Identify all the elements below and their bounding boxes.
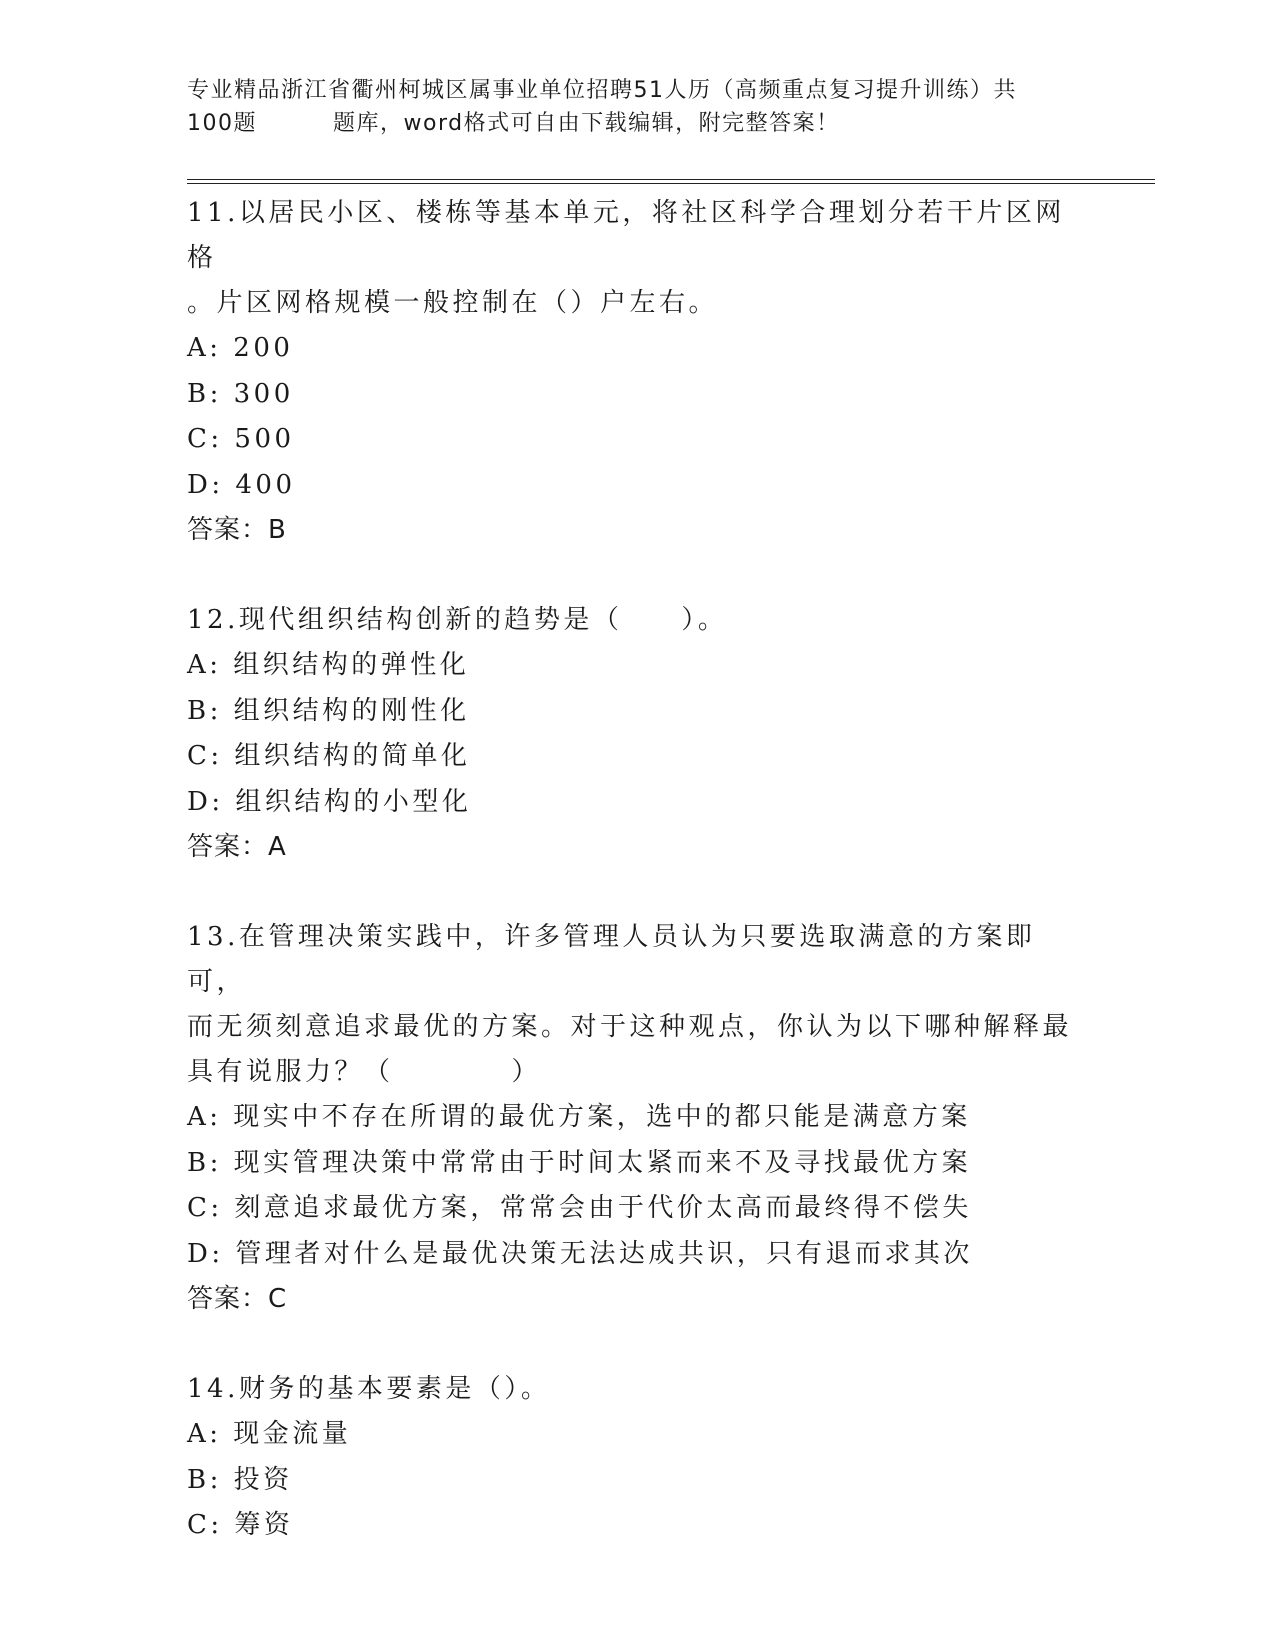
header-line-2	[187, 107, 1087, 140]
answer-line: 答案：A	[187, 832, 287, 862]
header-line-1: 专业精品浙江省衢州柯城区属事业单位招聘51人历（高频重点复习提升训练）共	[187, 78, 1017, 103]
question-text-line: 12.现代组织结构创新的趋势是（ ）。	[187, 605, 728, 635]
header-question-count: 100题	[187, 111, 257, 136]
option-a: A: 现金流量	[187, 1419, 352, 1449]
question-list	[187, 191, 1087, 1549]
option-d: D: 400	[187, 469, 296, 500]
option-b: B: 现实管理决策中常常由于时间太紧而来不及寻找最优方案	[187, 1147, 972, 1178]
answer-line: 答案：B	[187, 515, 287, 545]
option-b: B: 投资	[187, 1464, 293, 1495]
answer-line: 答案：C	[187, 1284, 288, 1314]
question-11	[187, 191, 1087, 553]
question-13	[187, 915, 1087, 1322]
option-c: C: 组织结构的简单化	[187, 741, 471, 771]
option-d: D: 组织结构的小型化	[187, 786, 472, 817]
question-text-line: 而无须刻意追求最优的方案。对于这种观点，你认为以下哪种解释最	[187, 1012, 1073, 1042]
question-text-line: 。片区网格规模一般控制在（）户左右。	[187, 288, 719, 318]
question-text-line: 具有说服力？（ ）	[187, 1057, 542, 1087]
option-b: B: 组织结构的刚性化	[187, 695, 470, 726]
option-d: D: 管理者对什么是最优决策无法达成共识，只有退而求其次	[187, 1238, 973, 1269]
header-description: 题库，word格式可自由下载编辑，附完整答案！	[333, 111, 840, 136]
document-header	[187, 74, 1087, 140]
header-divider-top	[187, 179, 1155, 180]
option-a: A: 现实中不存在所谓的最优方案，选中的都只能是满意方案	[187, 1102, 971, 1132]
question-14	[187, 1367, 1087, 1549]
question-12	[187, 598, 1087, 870]
question-text-line: 14.财务的基本要素是（）。	[187, 1374, 551, 1404]
option-c: C: 筹资	[187, 1510, 294, 1540]
header-divider-bottom	[187, 183, 1155, 184]
question-text-line: 13.在管理决策实践中，许多管理人员认为只要选取满意的方案即可，	[187, 922, 1036, 997]
option-a: A: 组织结构的弹性化	[187, 650, 470, 680]
option-c: C: 刻意追求最优方案，常常会由于代价太高而最终得不偿失	[187, 1193, 972, 1223]
option-c: C: 500	[187, 424, 295, 454]
option-b: B: 300	[187, 378, 294, 409]
question-text-line: 11.以居民小区、楼栋等基本单元，将社区科学合理划分若干片区网格	[187, 198, 1065, 273]
option-a: A: 200	[187, 333, 294, 363]
